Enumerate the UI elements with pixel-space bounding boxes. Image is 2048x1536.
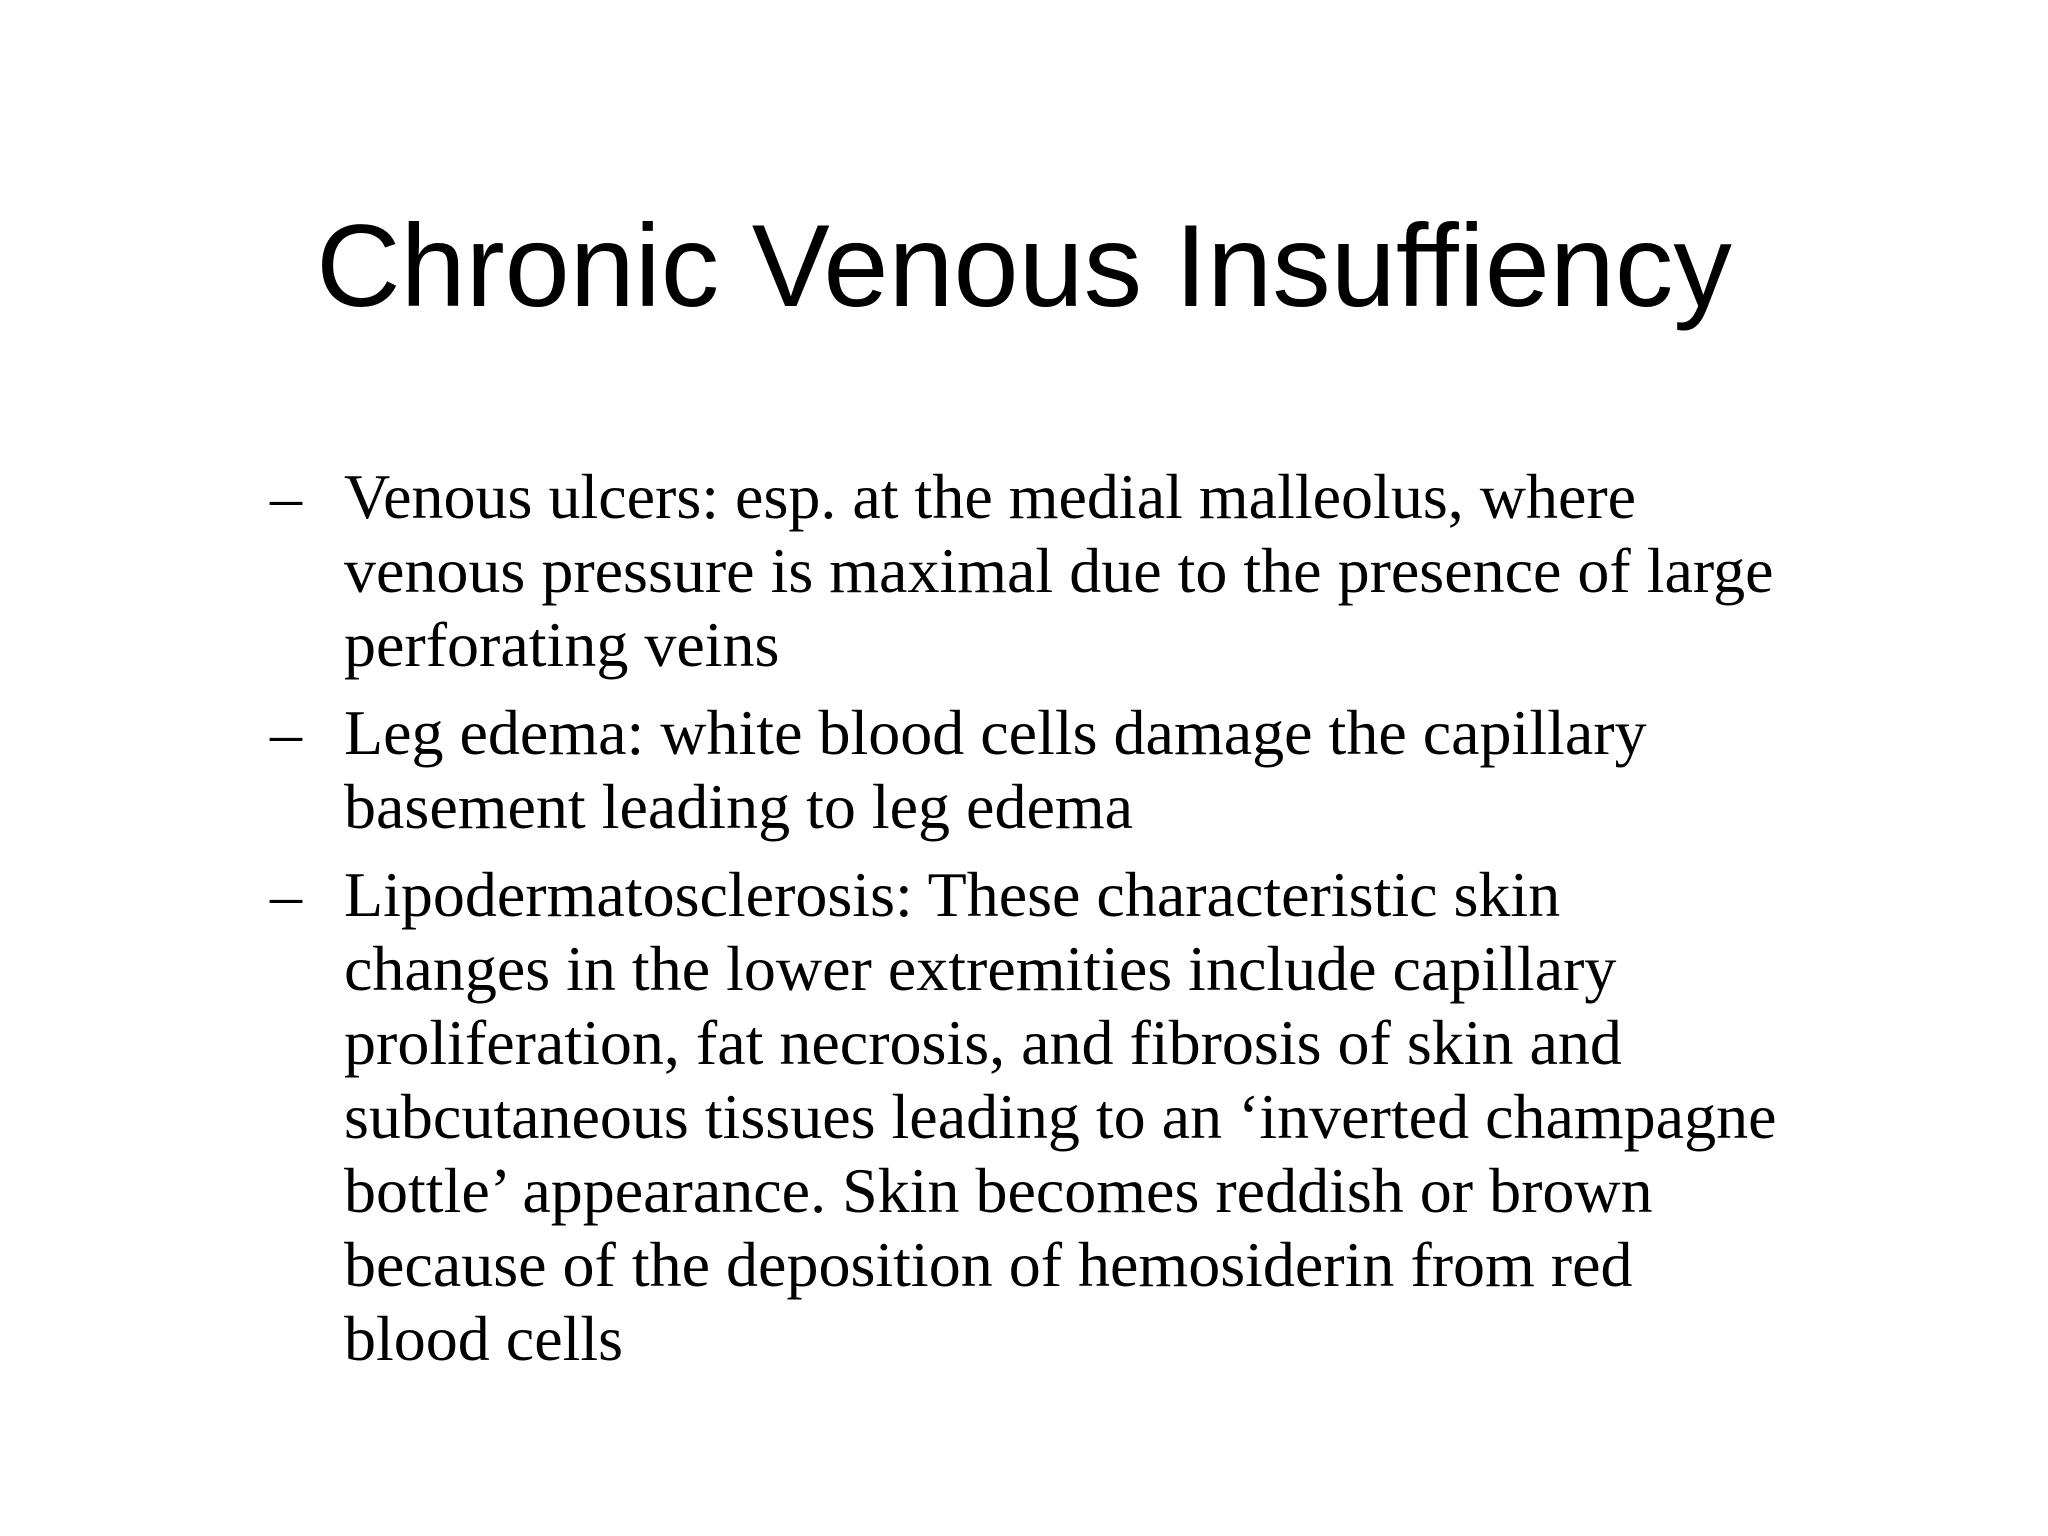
bullet-text-line: because of the deposition of hemosiderin from red [344, 1229, 1633, 1300]
bullet-text-line: basement leading to leg edema [344, 771, 1134, 842]
bullet-text-line: blood cells [344, 1303, 624, 1374]
bullet-text-line: bottle’ appearance. Skin becomes reddish or brown [344, 1155, 1653, 1226]
bullet-text-line: Lipodermatosclerosis: These characteristic skin [344, 859, 1561, 930]
bullet-item-leg-edema [270, 696, 1910, 844]
bullet-text-line: Leg edema: white blood cells damage the capillary [344, 697, 1647, 768]
dash-marker: – [270, 697, 302, 768]
bullet-text-line: perforating veins [344, 609, 780, 680]
bullet-text-line: subcutaneous tissues leading to an ‘inverted champagne [344, 1081, 1777, 1152]
bullet-text-line: changes in the lower extremities include capillary [344, 933, 1617, 1004]
dash-marker: – [270, 859, 302, 930]
bullet-text-line: Venous ulcers: esp. at the medial malleolus, where [344, 461, 1637, 532]
bullet-item-venous-ulcers [270, 460, 1910, 682]
slide-title: Chronic Venous Insuffiency [316, 200, 1732, 331]
bullet-text-line: venous pressure is maximal due to the presence of large [344, 535, 1774, 606]
bullet-text-line: proliferation, fat necrosis, and fibrosis of skin and [344, 1007, 1622, 1078]
bullet-list [270, 460, 1910, 1390]
bullet-item-lipodermatosclerosis [270, 858, 1910, 1376]
dash-marker: – [270, 461, 302, 532]
